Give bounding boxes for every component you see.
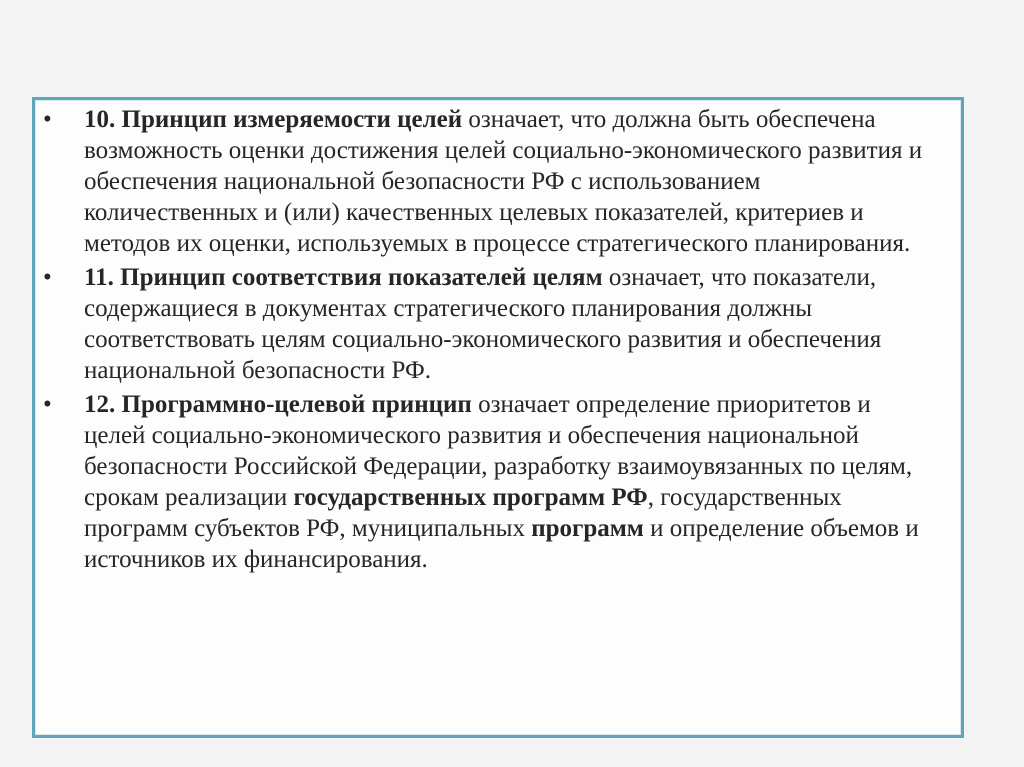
- principle-12-bold-state-programs: государственных программ РФ: [293, 484, 648, 511]
- principle-12-bold-programs: программ: [531, 515, 644, 542]
- principle-12-text-c: и определение объемов и источников их финансирования.: [84, 515, 919, 573]
- principle-11-text: означает, что показатели, содержащиеся в документах стратегического планирования должны соответствовать целям социально-экономического развития и обеспечения национальной безопасности РФ.: [84, 264, 882, 384]
- principle-10-text: означает, что должна быть обеспечена возможность оценки достижения целей социально-экономического развития и обеспечения национальной безопасности РФ с использованием количественных и (или) качественных целевых показателей, критериев и методов их оценки, используемых в процессе стратегического планирования.: [84, 106, 923, 257]
- principle-12-title: 12. Программно-целевой принцип: [84, 391, 472, 418]
- list-item-principle-11: [36, 262, 936, 386]
- bullet-icon: •: [43, 264, 52, 291]
- principle-12-text-a: означает определение приоритетов и целей социально-экономического развития и обеспечения национальной безопасности Российской Федерации, разработку взаимоувязанных по целям, срокам реализации: [84, 391, 913, 511]
- list-item-principle-10: [36, 104, 936, 259]
- principle-12-text-b: , государственных программ субъектов РФ, муниципальных: [84, 484, 842, 542]
- principle-10-title: 10. Принцип измеряемости целей: [84, 106, 463, 133]
- bullet-icon: •: [43, 106, 52, 133]
- bullet-icon: •: [43, 391, 52, 418]
- principle-11-title: 11. Принцип соответствия показателей целям: [84, 264, 603, 291]
- list-item-principle-12: [36, 389, 936, 575]
- principles-list: [36, 104, 936, 578]
